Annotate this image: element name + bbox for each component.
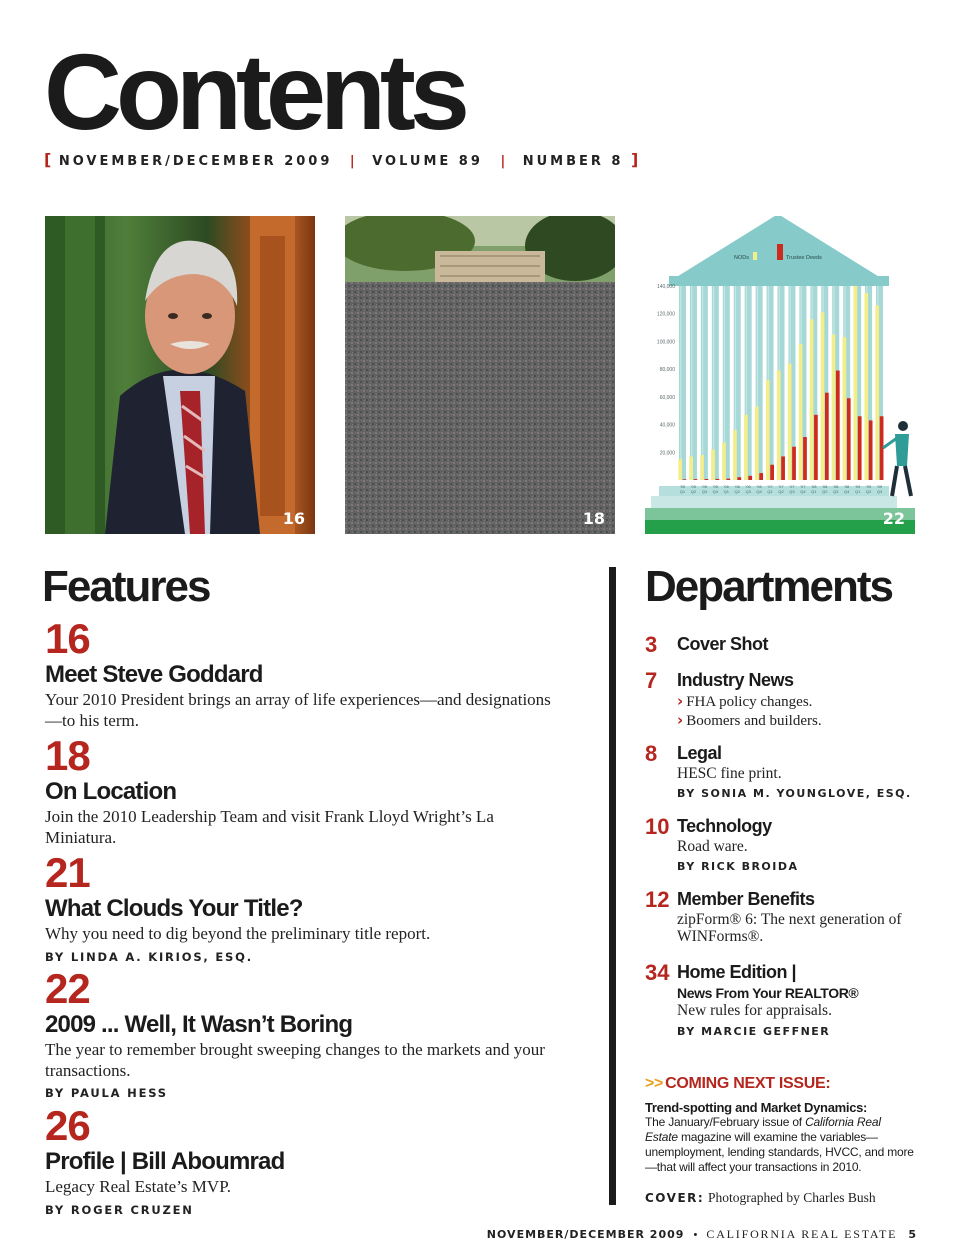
legend-nods-label: NODs	[734, 255, 749, 261]
x-tick-label-quarter: Q3	[701, 489, 708, 494]
photo-steve-goddard[interactable]	[45, 216, 315, 534]
coming-next-heading: >> COMING NEXT ISSUE:	[645, 1075, 831, 1092]
cover-credit	[645, 1190, 876, 1206]
legend-trustee-label: Trustee Deeds	[786, 255, 822, 261]
footer-date: NOVEMBER/DECEMBER 2009	[486, 1228, 685, 1241]
bar-nods	[843, 337, 847, 480]
bar-nods	[875, 305, 879, 480]
separator: |	[349, 154, 355, 169]
bar-nods	[711, 450, 715, 480]
x-tick-label-year: '06	[734, 484, 740, 489]
bar-nods	[853, 286, 857, 480]
bar-nods	[678, 459, 682, 480]
bar-nods	[864, 293, 868, 480]
bar-nods	[788, 364, 792, 480]
x-tick-label-year: '05	[690, 484, 697, 489]
x-tick-label-quarter: Q1	[723, 489, 729, 494]
double-chevron-icon: >>	[645, 1075, 664, 1092]
x-tick-label-quarter: Q2	[778, 489, 784, 494]
x-tick-label-year: '05	[712, 484, 718, 489]
x-tick-label-year: '07	[789, 484, 795, 489]
footer-bullet: •	[693, 1229, 698, 1241]
page-footer	[487, 1227, 916, 1242]
bar-trustee-deeds	[814, 415, 818, 480]
department-bullet: › Boomers and builders.	[677, 710, 822, 729]
location-illustration	[345, 216, 615, 534]
bar-nods	[744, 415, 748, 480]
feature-title: 2009 ... Well, It Wasn’t Boring	[45, 1011, 353, 1038]
legend-swatch-nods	[753, 252, 757, 260]
temple-column	[679, 286, 686, 480]
bar-trustee-deeds	[880, 416, 884, 480]
x-tick-label-quarter: Q4	[800, 489, 806, 494]
bar-trustee-deeds	[781, 456, 785, 480]
y-tick-label: 140,000	[656, 284, 675, 290]
bar-trustee-deeds	[748, 476, 752, 480]
footer-magazine: CALIFORNIA REAL ESTATE	[706, 1227, 898, 1241]
department-item[interactable]	[645, 634, 935, 656]
bar-chart	[645, 216, 915, 534]
department-byline: BY RICK BROIDA	[677, 860, 799, 874]
bar-trustee-deeds	[858, 416, 862, 480]
issue-line	[44, 150, 638, 169]
department-byline: BY SONIA M. YOUNGLOVE, ESQ.	[677, 787, 912, 801]
feature-item[interactable]	[45, 615, 565, 731]
x-tick-label-year: '09	[876, 484, 883, 489]
feature-title: What Clouds Your Title?	[45, 895, 303, 922]
photo-page-number: 18	[582, 509, 605, 528]
temple-column-highlight	[702, 286, 703, 480]
feature-page-number: 18	[45, 732, 90, 779]
feature-byline: BY ROGER CRUZEN	[45, 1202, 194, 1217]
temple-column	[701, 286, 708, 480]
department-item[interactable]	[645, 816, 935, 873]
feature-title: On Location	[45, 778, 177, 805]
x-tick-label-year: '09	[865, 484, 872, 489]
separator: |	[500, 154, 506, 169]
bar-trustee-deeds	[759, 473, 763, 480]
x-tick-label-year: '09	[855, 484, 861, 489]
department-item[interactable]	[645, 743, 935, 800]
feature-page-number: 26	[45, 1102, 90, 1149]
bar-nods	[777, 371, 781, 480]
bar-trustee-deeds	[770, 465, 774, 480]
x-tick-label-quarter: Q1	[679, 489, 686, 494]
x-tick-label-year: '08	[833, 484, 839, 489]
portrait-illustration	[45, 216, 315, 534]
y-tick-label: 100,000	[656, 339, 675, 346]
feature-byline: BY LINDA A. KIRIOS, ESQ.	[45, 949, 253, 964]
department-page-number: 12	[645, 887, 670, 912]
x-tick-label-quarter: Q2	[734, 489, 740, 494]
y-tick-label: 20,000	[659, 450, 675, 457]
x-tick-label-quarter: Q1	[811, 489, 817, 494]
x-tick-label-year: '07	[778, 484, 784, 489]
bar-nods	[832, 335, 836, 481]
feature-description: Join the 2010 Leadership Team and visit Frank Lloyd Wright’s La Miniatura.	[45, 807, 494, 847]
x-tick-label-year: '06	[723, 484, 729, 489]
x-tick-label-quarter: Q4	[756, 489, 762, 494]
bar-trustee-deeds	[726, 479, 730, 480]
bar-nods	[799, 344, 803, 480]
feature-title: Profile | Bill Aboumrad	[45, 1148, 285, 1175]
bar-trustee-deeds	[869, 420, 873, 480]
y-tick-label: 120,000	[656, 311, 675, 318]
department-bullet: › FHA policy changes.	[677, 691, 813, 710]
legend-swatch-trustee	[777, 244, 783, 260]
department-description: HESC fine print.	[677, 764, 782, 782]
x-tick-label-year: '06	[756, 484, 762, 489]
department-title: Technology	[677, 816, 772, 836]
foreclosure-chart-illustration[interactable]	[645, 216, 915, 534]
footer-page-number: 5	[908, 1228, 916, 1241]
x-tick-label-quarter: Q4	[844, 489, 850, 494]
departments-heading: Departments	[645, 562, 892, 611]
bar-nods	[700, 455, 704, 480]
x-tick-label-year: '07	[800, 484, 806, 489]
bar-nods	[689, 456, 693, 480]
feature-page-number: 16	[45, 615, 90, 662]
bar-trustee-deeds	[705, 479, 709, 480]
department-byline: BY MARCIE GEFFNER	[677, 1024, 831, 1038]
bar-trustee-deeds	[716, 479, 720, 480]
y-tick-label: 40,000	[659, 422, 675, 429]
bar-nods	[733, 430, 737, 480]
bar-trustee-deeds	[694, 479, 698, 480]
bar-trustee-deeds	[847, 398, 851, 480]
features-heading: Features	[42, 562, 210, 611]
x-tick-label-quarter: Q2	[822, 489, 828, 494]
coming-next-subheading: Trend-spotting and Market Dynamics:	[645, 1100, 868, 1115]
feature-page-number: 21	[45, 849, 90, 896]
bracket-close: ]	[631, 150, 639, 169]
x-tick-label-quarter: Q3	[833, 489, 839, 494]
man-figure	[883, 421, 911, 496]
issue-volume: VOLUME 89	[372, 154, 483, 169]
bar-trustee-deeds	[683, 479, 687, 480]
feature-description: The year to remember brought sweeping changes to the markets and your transactions.	[45, 1040, 545, 1080]
x-tick-label-quarter: Q2	[865, 489, 872, 494]
feature-item[interactable]	[45, 1102, 565, 1217]
bar-nods	[755, 407, 759, 480]
x-tick-label-year: '08	[844, 484, 850, 489]
department-page-number: 8	[645, 741, 658, 766]
issue-date: NOVEMBER/DECEMBER 2009	[58, 154, 333, 169]
department-item[interactable]	[645, 962, 935, 1038]
bar-trustee-deeds	[803, 437, 807, 480]
department-title: Cover Shot	[677, 634, 769, 654]
coming-next-issue	[645, 1075, 915, 1175]
x-tick-label-year: '06	[745, 484, 751, 489]
x-tick-label-quarter: Q1	[854, 489, 861, 494]
bar-trustee-deeds	[737, 477, 741, 480]
department-item[interactable]	[645, 670, 935, 730]
x-tick-label-quarter: Q1	[767, 489, 773, 494]
feature-item[interactable]	[45, 849, 565, 964]
x-tick-label-quarter: Q3	[789, 489, 795, 494]
department-page-number: 7	[645, 668, 658, 693]
department-title: Legal	[677, 743, 722, 763]
bar-nods	[766, 380, 770, 480]
feature-description: Why you need to dig beyond the preliminary title report.	[45, 924, 431, 944]
bracket-open: [	[44, 150, 52, 169]
department-page-number: 34	[645, 960, 670, 985]
x-tick-label-year: '08	[811, 484, 817, 489]
bar-nods	[821, 312, 825, 480]
feature-byline: BY PAULA HESS	[45, 1086, 168, 1101]
feature-title: Meet Steve Goddard	[45, 661, 263, 688]
department-title: Industry News	[677, 670, 794, 690]
photo-page-number: 22	[882, 509, 905, 528]
issue-number: NUMBER 8	[522, 154, 624, 169]
bar-trustee-deeds	[836, 371, 840, 480]
temple-column-highlight	[680, 286, 681, 480]
department-description: New rules for appraisals.	[677, 1001, 832, 1019]
feature-page-number: 22	[45, 965, 90, 1012]
feature-item[interactable]	[45, 965, 565, 1101]
department-title: Home Edition |	[677, 962, 797, 982]
department-description: Road ware.	[677, 837, 748, 855]
photo-la-miniatura[interactable]	[345, 216, 615, 534]
department-item[interactable]	[645, 889, 935, 946]
bar-trustee-deeds	[792, 447, 796, 480]
feature-description: Legacy Real Estate’s MVP.	[45, 1177, 232, 1197]
x-tick-label-quarter: Q4	[712, 489, 718, 494]
x-tick-label-quarter: Q3	[876, 489, 883, 494]
temple-column-highlight	[691, 286, 692, 480]
y-tick-label: 60,000	[659, 394, 675, 401]
bar-trustee-deeds	[825, 393, 829, 480]
chevron-right-icon: ›	[677, 710, 684, 729]
x-tick-label-year: '05	[701, 484, 707, 489]
department-description: zipForm® 6: The next generation of WINForms®.	[677, 910, 902, 946]
department-page-number: 10	[645, 814, 670, 839]
cover-label: COVER:	[645, 1191, 705, 1205]
x-tick-label-quarter: Q2	[690, 489, 697, 494]
y-tick-label: 80,000	[659, 367, 675, 374]
bar-nods	[810, 319, 814, 480]
column-divider	[609, 567, 616, 1205]
chevron-right-icon: ›	[677, 691, 684, 710]
feature-item[interactable]	[45, 732, 565, 848]
page-title: Contents	[44, 31, 464, 152]
x-tick-label-year: '07	[767, 484, 773, 489]
x-tick-label-quarter: Q3	[745, 489, 751, 494]
coming-next-text: The January/February issue of California Real Estate magazine will examine the variables—unemployment, lending standards, HVCC, and more—that will affect your transactions in 2010.	[645, 1115, 914, 1174]
temple-column	[690, 286, 697, 480]
cover-text: Photographed by Charles Bush	[707, 1190, 876, 1205]
department-title: Member Benefits	[677, 889, 815, 909]
x-tick-label-year: '08	[822, 484, 828, 489]
department-subtitle: News From Your REALTOR®	[677, 984, 859, 1001]
department-page-number: 3	[645, 632, 658, 657]
x-tick-label-year: '05	[679, 484, 686, 489]
feature-description: Your 2010 President brings an array of life experiences—and designations—to his term.	[45, 690, 551, 730]
bar-nods	[722, 443, 726, 480]
photo-page-number: 16	[282, 509, 305, 528]
